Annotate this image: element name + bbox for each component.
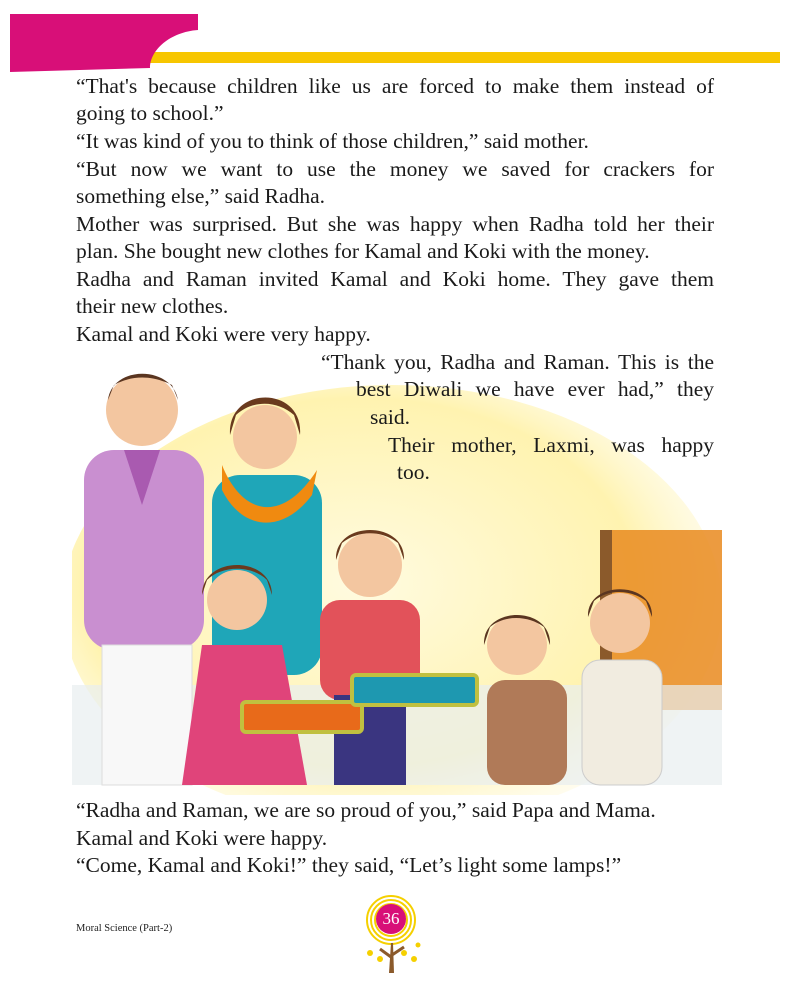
paragraph-line: going to school.” bbox=[76, 101, 224, 125]
paragraph-line: “But now we want to use the money we saved for crackers for bbox=[76, 157, 714, 181]
book-title-footer: Moral Science (Part-2) bbox=[76, 923, 173, 934]
paragraph-line: Radha and Raman invited Kamal and Koki home. They gave them bbox=[76, 267, 714, 291]
paragraph-line: Mother was surprised. But she was happy when Radha told her their bbox=[76, 212, 714, 236]
paragraph-line: “That's because children like us are forced to make them instead of bbox=[76, 74, 714, 98]
paragraph-line: best Diwali we have ever had,” they bbox=[356, 377, 714, 401]
paragraph-line: their new clothes. bbox=[76, 294, 229, 318]
paragraph-line: Kamal and Koki were happy. bbox=[76, 826, 328, 850]
gift-box bbox=[242, 702, 362, 732]
paragraph-line: Kamal and Koki were very happy. bbox=[76, 322, 371, 346]
paragraph-line: too. bbox=[397, 460, 430, 484]
gift-box bbox=[352, 675, 477, 705]
paragraph-line: plan. She bought new clothes for Kamal and Koki with the money. bbox=[76, 239, 650, 263]
paragraph-line: Their mother, Laxmi, was happy bbox=[388, 433, 714, 457]
paragraph-line: something else,” said Radha. bbox=[76, 184, 325, 208]
page-number: 36 bbox=[376, 904, 406, 934]
paragraph-line: “Radha and Raman, we are so proud of you,” said Papa and Mama. bbox=[76, 798, 656, 822]
header-decoration bbox=[0, 0, 787, 80]
paragraph-line: said. bbox=[370, 405, 411, 429]
paragraph-line: “It was kind of you to think of those children,” said mother. bbox=[76, 129, 589, 153]
paragraph-line: “Thank you, Radha and Raman. This is the bbox=[321, 350, 714, 374]
paragraph-line: “Come, Kamal and Koki!” they said, “Let’s light some lamps!” bbox=[76, 853, 622, 877]
